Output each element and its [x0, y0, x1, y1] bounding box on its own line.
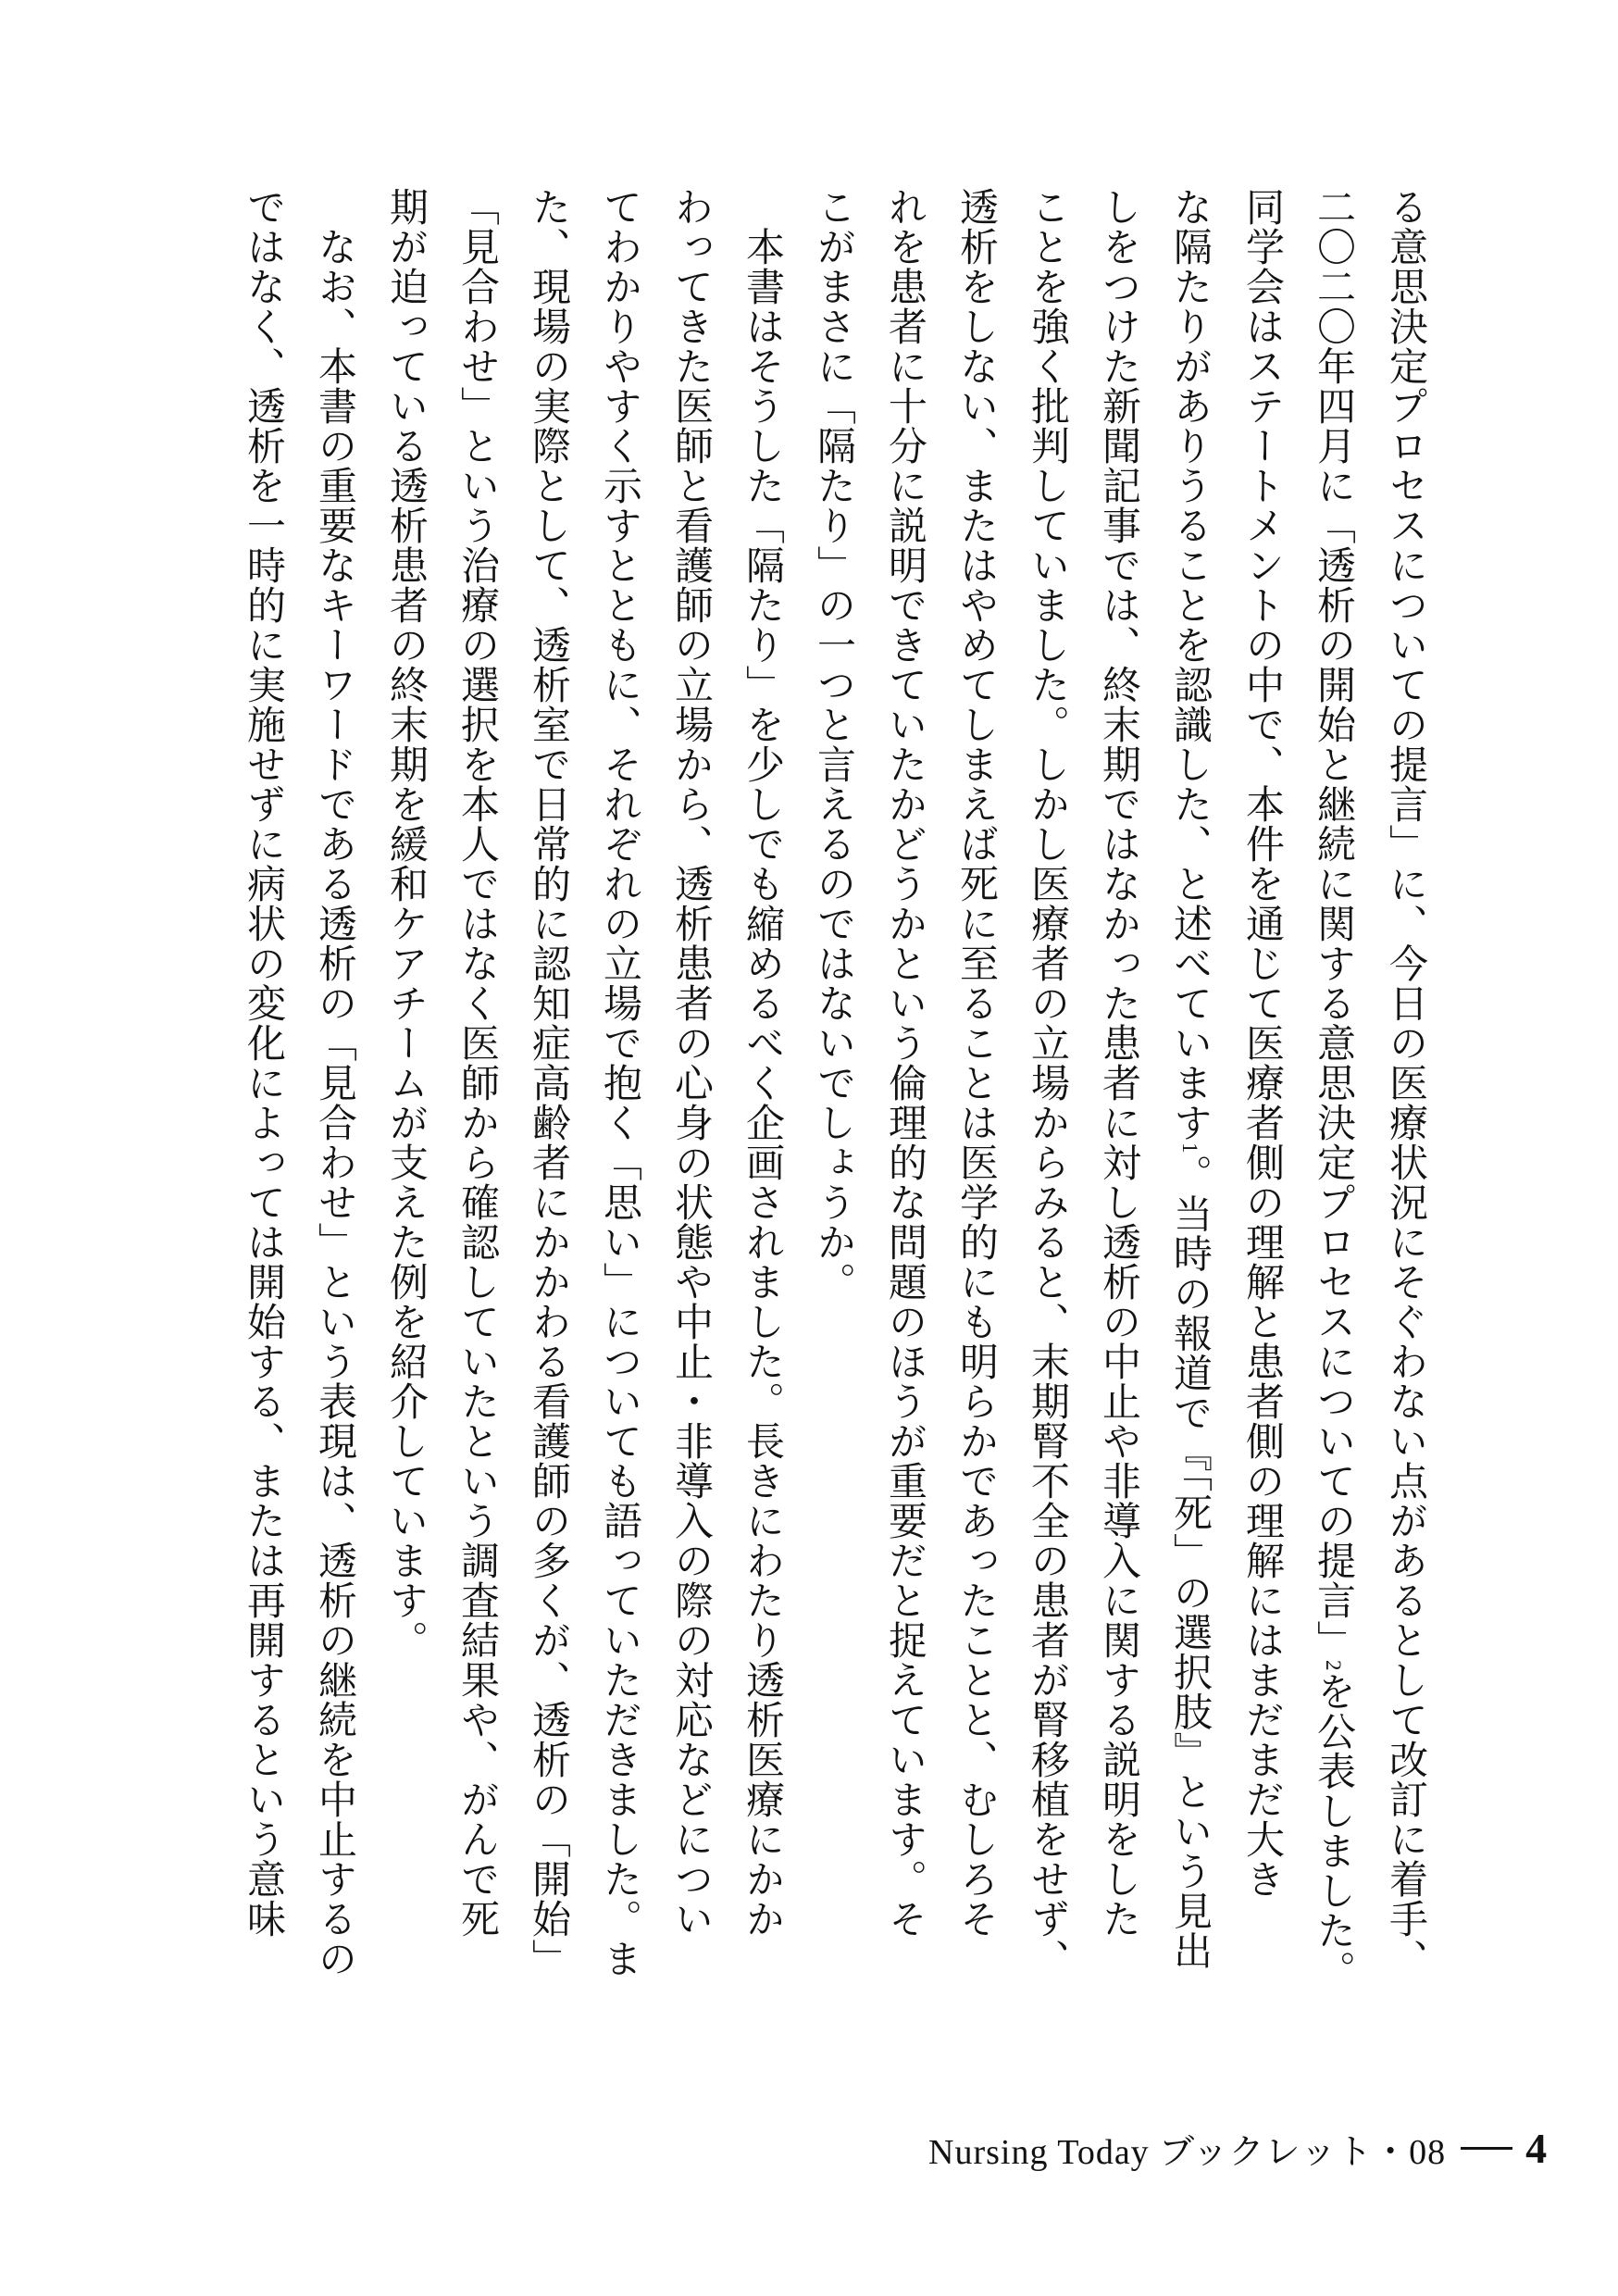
page-number: 4	[1525, 2124, 1549, 2172]
vertical-text-line: わってきた医師と看護師の立場から、透析患者の心身の状態や中止・非導入の際の対応などについ	[669, 187, 712, 1939]
vertical-text-line: 二〇二〇年四月に「透析の開始と継続に関する意思決定プロセスについての提言」2を公表しました。	[1312, 187, 1354, 1990]
vertical-text-line: しをつけた新聞記事では、終末期ではなかった患者に対し透析の中止や非導入に関する説明をした	[1097, 187, 1139, 1939]
vertical-text-line: 期が迫っている透析患者の終末期を緩和ケアチームが支えた例を紹介しています。	[384, 187, 427, 1660]
vertical-text-line: た、現場の実際として、透析室で日常的に認知症高齢者にかかわる看護師の多くが、透析の「開始」	[527, 187, 569, 1978]
vertical-text-line: なお、本書の重要なキーワードである透析の「見合わせ」という表現は、透析の継続を中止するの	[313, 187, 355, 1978]
vertical-text-line: れを患者に十分に説明できていたかどうかという倫理的な問題のほうが重要だと捉えています。そ	[883, 187, 926, 1939]
vertical-text-line: てわかりやすく示すとともに、それぞれの立場で抱く「思い」についても語っていただきました。ま	[598, 187, 641, 1978]
vertical-text-line: 「見合わせ」という治療の選択を本人ではなく医師から確認していたという調査結果や、がんで死	[455, 187, 498, 1939]
footnote-marker: 1	[1178, 1142, 1201, 1154]
body-text	[227, 187, 1440, 1990]
vertical-text-line: ことを強く批判していました。しかし医療者の立場からみると、末期腎不全の患者が腎移植をせず、	[1026, 187, 1068, 1978]
vertical-text-line: 透析をしない、またはやめてしまえば死に至ることは医学的にも明らかであったことと、むしろそ	[954, 187, 997, 1939]
page-footer	[928, 2126, 1548, 2170]
footer-series-title: Nursing Today ブックレット・08	[928, 2132, 1447, 2172]
vertical-text-line: こがまさに「隔たり」の一つと言えるのではないでしょうか。	[812, 187, 854, 1302]
vertical-text-line: ではなく、透析を一時的に実施せずに病状の変化によっては開始する、または再開するという意味	[242, 187, 284, 1939]
vertical-text-line: 本書はそうした「隔たり」を少しでも縮めるべく企画されました。長きにわたり透析医療にかか	[741, 187, 783, 1939]
footer-rule	[1461, 2147, 1512, 2150]
vertical-text-line: な隔たりがありうることを認識した、と述べています1。当時の報道で『「死」の選択肢』という見出	[1168, 187, 1211, 1971]
vertical-text-line: る意思決定プロセスについての提言」に、今日の医療状況にそぐわない点があるとして改訂に着手、	[1384, 187, 1426, 1978]
footnote-marker: 2	[1322, 1660, 1345, 1672]
vertical-text-line: 同学会はステートメントの中で、本件を通じて医療者側の理解と患者側の理解にはまだまだ大き	[1240, 187, 1283, 1899]
